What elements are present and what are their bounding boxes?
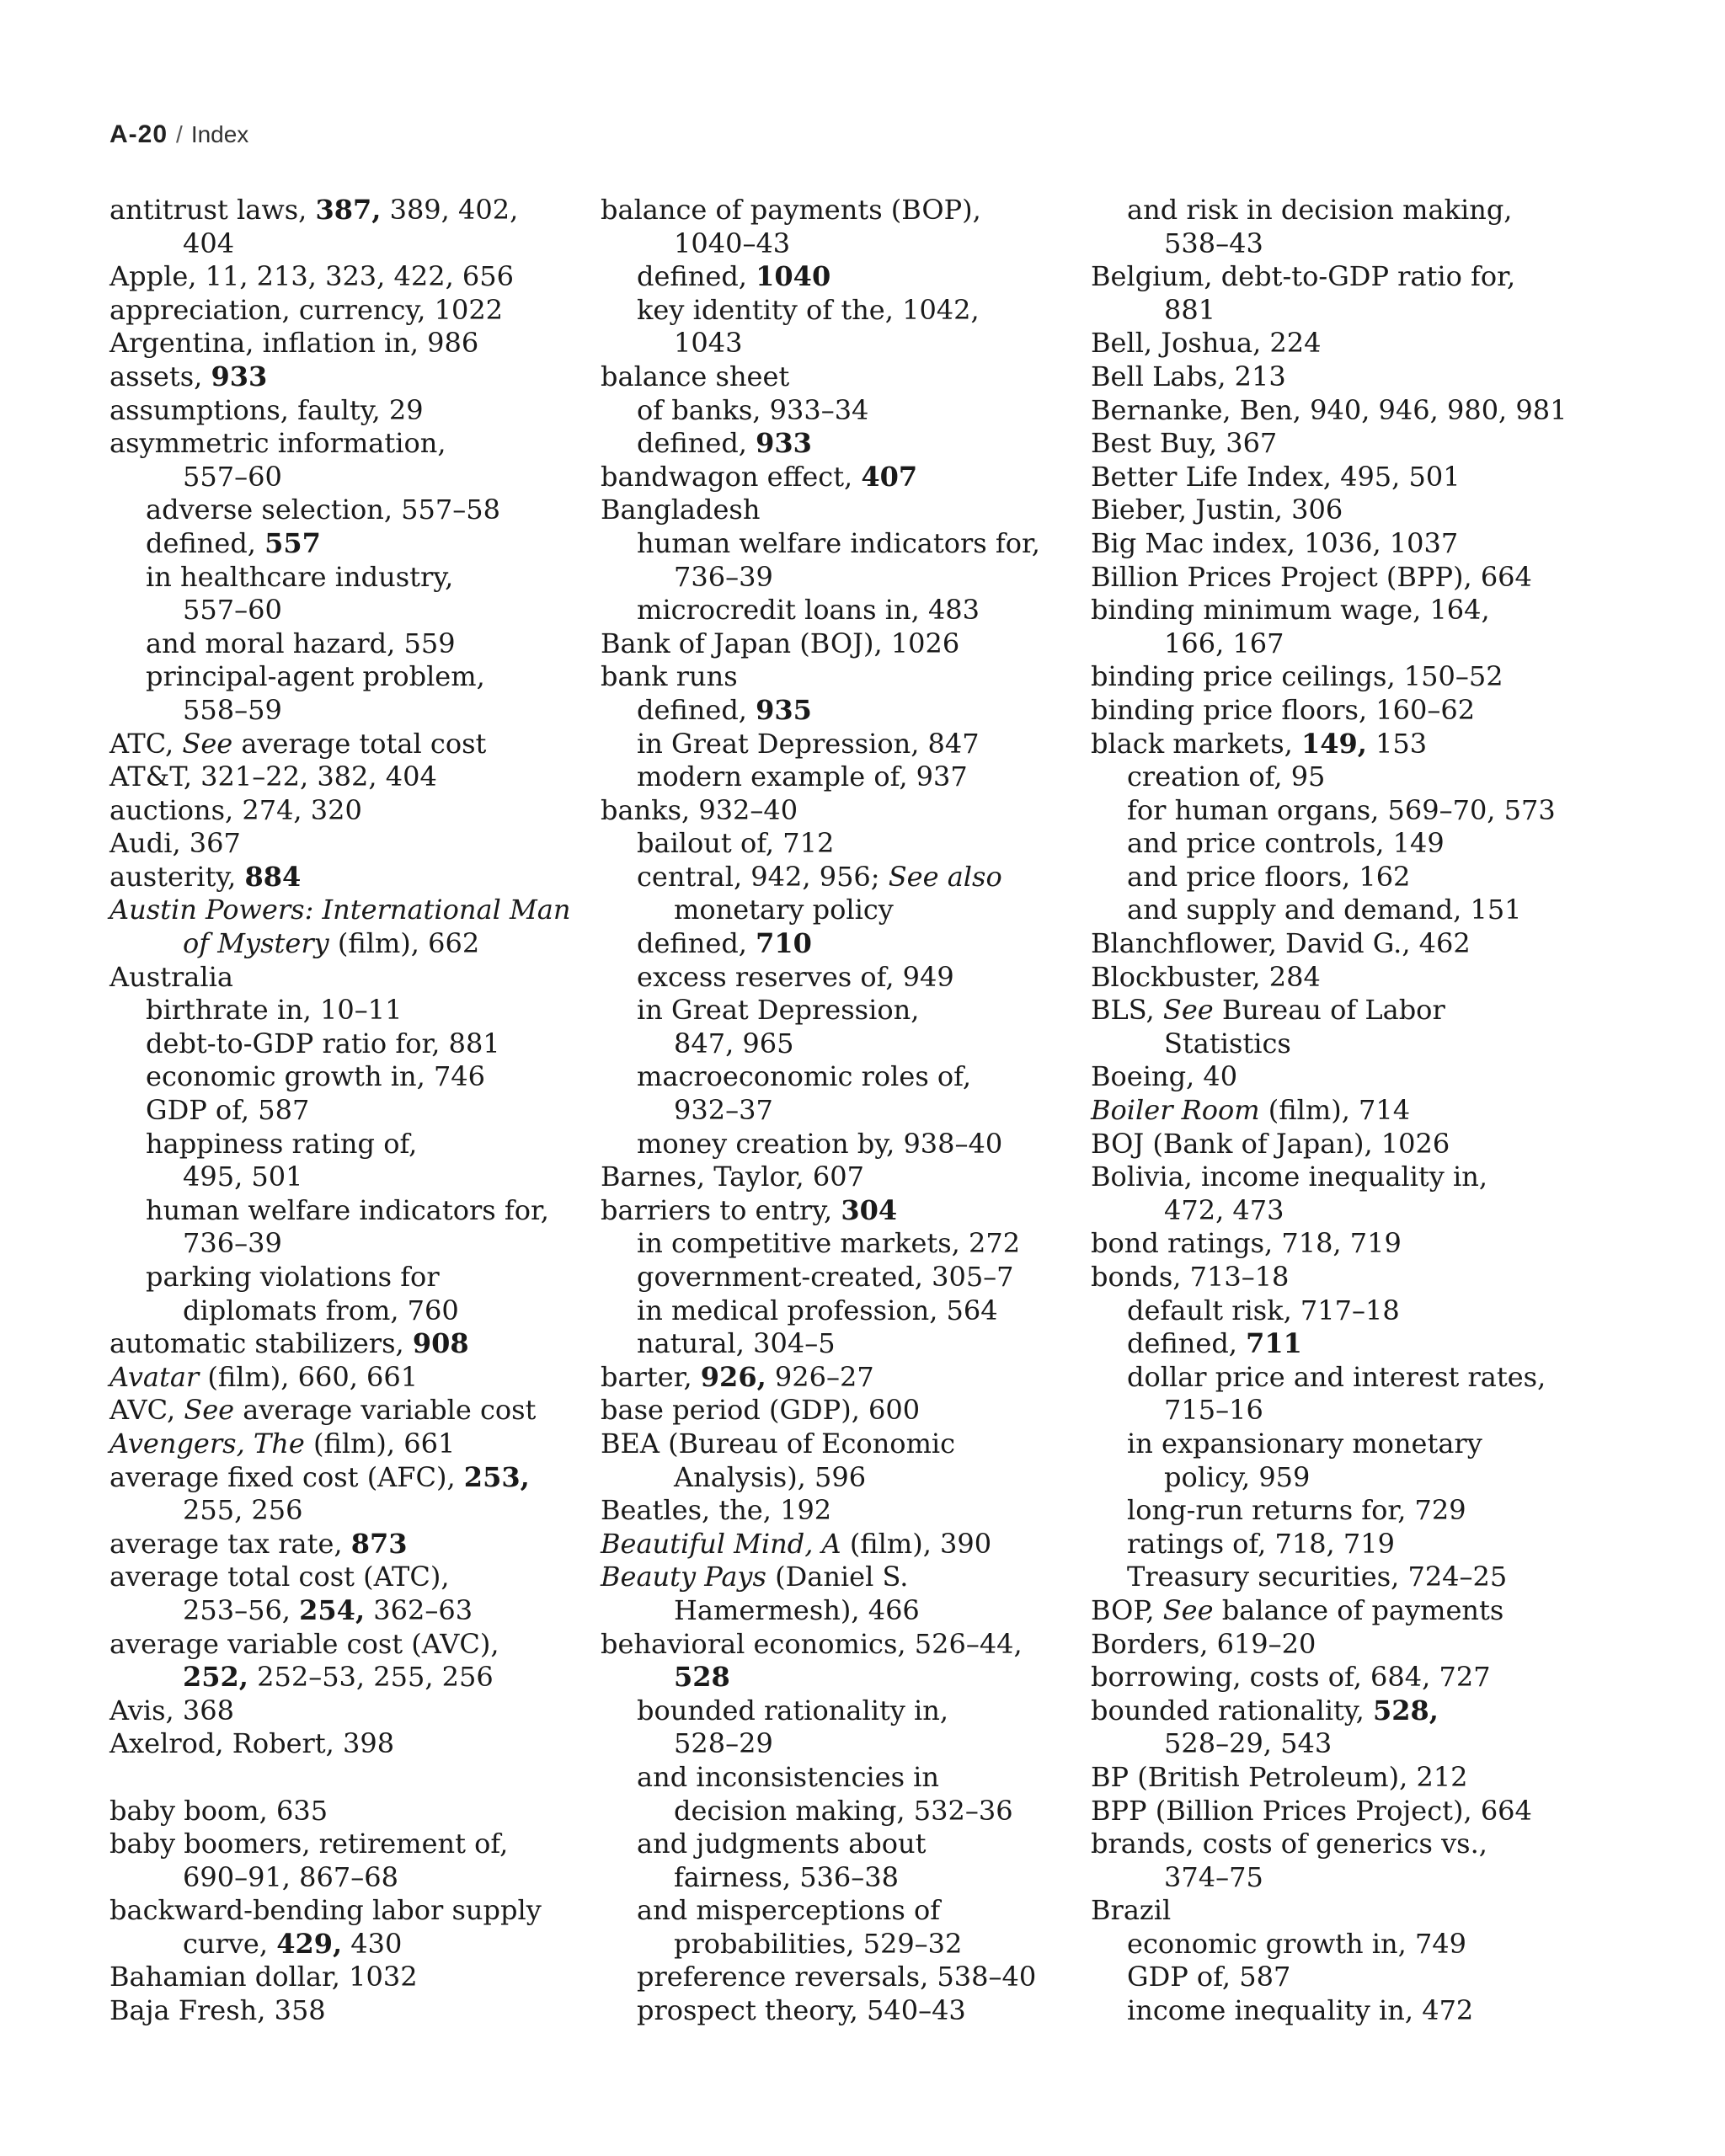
index-entry: Beatles, the, 192 <box>601 1494 832 1527</box>
index-entry-continuation: 374–75 <box>1164 1860 1263 1893</box>
index-entry: Australia <box>109 960 233 993</box>
index-column-2 <box>601 194 1072 2028</box>
index-subentry: ratings of, 718, 719 <box>1127 1527 1395 1560</box>
index-entry: assumptions, faulty, 29 <box>109 393 424 426</box>
index-subentry: dollar price and interest rates, <box>1127 1360 1546 1393</box>
index-entry: Avis, 368 <box>109 1694 234 1726</box>
index-subentry: money creation by, 938–40 <box>637 1127 1003 1160</box>
index-entry: binding price ceilings, 150–52 <box>1091 660 1503 693</box>
index-entry: auctions, 274, 320 <box>109 793 362 826</box>
index-entry: brands, costs of generics vs., <box>1091 1828 1487 1860</box>
index-subentry: defined, 710 <box>637 927 812 960</box>
index-entry: bond ratings, 718, 719 <box>1091 1227 1402 1260</box>
index-entry: austerity, 884 <box>109 860 302 893</box>
index-subentry: central, 942, 956; See also <box>637 860 1002 893</box>
index-entry-continuation: 1043 <box>674 327 743 360</box>
index-entry-continuation: 528 <box>674 1661 730 1694</box>
index-entry: asymmetric information, <box>109 427 446 460</box>
index-entry: average total cost (ATC), <box>109 1561 450 1593</box>
index-subentry: and inconsistencies in <box>637 1760 939 1793</box>
index-entry: banks, 932–40 <box>601 793 798 826</box>
index-entry-continuation: 495, 501 <box>183 1161 303 1193</box>
index-entry-continuation: 736–39 <box>674 560 773 593</box>
index-entry-continuation: 557–60 <box>183 460 282 493</box>
index-subentry: excess reserves of, 949 <box>637 960 954 993</box>
index-entry: Beautiful Mind, A (film), 390 <box>601 1527 992 1560</box>
index-subentry: economic growth in, 746 <box>146 1060 486 1093</box>
index-subentry: in Great Depression, <box>637 994 920 1027</box>
index-subentry: parking violations for <box>146 1261 440 1293</box>
index-subentry: in expansionary monetary <box>1127 1427 1482 1460</box>
index-entry: balance sheet <box>601 360 790 392</box>
index-entry: barter, 926, 926–27 <box>601 1360 874 1393</box>
index-entry: average tax rate, 873 <box>109 1527 408 1560</box>
index-subentry: and moral hazard, 559 <box>146 627 456 659</box>
index-entry-continuation: 715–16 <box>1164 1394 1263 1427</box>
page-header <box>109 120 248 157</box>
index-subentry: modern example of, 937 <box>637 760 968 793</box>
index-subentry: birthrate in, 10–11 <box>146 994 403 1027</box>
index-entry: BLS, See Bureau of Labor <box>1091 994 1445 1027</box>
index-subentry: microcredit loans in, 483 <box>637 594 980 627</box>
index-entry: bounded rationality, 528, <box>1091 1694 1439 1726</box>
index-entry-continuation: 736–39 <box>183 1227 282 1260</box>
index-entry-continuation: 1040–43 <box>674 227 791 259</box>
index-subentry: in Great Depression, 847 <box>637 727 980 760</box>
index-subentry: human welfare indicators for, <box>146 1193 549 1226</box>
index-entry: baby boom, 635 <box>109 1794 328 1827</box>
index-entry-continuation: curve, 429, 430 <box>183 1927 403 1960</box>
index-entry: Boiler Room (film), 714 <box>1091 1094 1411 1127</box>
index-entry: BOP, See balance of payments <box>1091 1593 1504 1626</box>
index-entry: Billion Prices Project (BPP), 664 <box>1091 560 1532 593</box>
index-subentry: human welfare indicators for, <box>637 526 1040 559</box>
index-subentry: Treasury securities, 724–25 <box>1127 1561 1508 1593</box>
index-entry-continuation: monetary policy <box>674 894 894 926</box>
index-subentry: in competitive markets, 272 <box>637 1227 1021 1260</box>
index-entry: Bieber, Justin, 306 <box>1091 494 1343 526</box>
index-entry: Best Buy, 367 <box>1091 427 1278 460</box>
index-subentry: debt-to-GDP ratio for, 881 <box>146 1027 500 1059</box>
index-subentry: defined, 557 <box>146 526 321 559</box>
index-entry: Audi, 367 <box>109 827 241 860</box>
index-entry: Beauty Pays (Daniel S. <box>601 1561 909 1593</box>
index-subentry: natural, 304–5 <box>637 1327 836 1360</box>
index-subentry: default risk, 717–18 <box>1127 1294 1400 1326</box>
index-entry: Belgium, debt-to-GDP ratio for, <box>1091 260 1516 293</box>
index-entry: black markets, 149, 153 <box>1091 727 1428 760</box>
index-entry: balance of payments (BOP), <box>601 194 981 226</box>
index-subentry: for human organs, 569–70, 573 <box>1127 793 1556 826</box>
index-entry: AVC, See average variable cost <box>109 1394 537 1427</box>
index-subentry: GDP of, 587 <box>146 1094 310 1127</box>
index-subentry: government-created, 305–7 <box>637 1261 1014 1293</box>
index-subentry: of banks, 933–34 <box>637 393 869 426</box>
index-subentry: preference reversals, 538–40 <box>637 1961 1037 1993</box>
index-entry-continuation: decision making, 532–36 <box>674 1794 1013 1827</box>
index-entry: Bernanke, Ben, 940, 946, 980, 981 <box>1091 393 1567 426</box>
index-entry-continuation: Statistics <box>1164 1027 1291 1059</box>
index-entry: backward-bending labor supply <box>109 1894 542 1927</box>
index-entry: Avatar (film), 660, 661 <box>109 1360 419 1393</box>
index-column-3 <box>1091 194 1567 2028</box>
index-entry: Blanchflower, David G., 462 <box>1091 927 1471 960</box>
index-entry-continuation: fairness, 536–38 <box>674 1860 899 1893</box>
index-entry-continuation: 690–91, 867–68 <box>183 1860 398 1893</box>
index-subentry: and misperceptions of <box>637 1894 941 1927</box>
index-entry: assets, 933 <box>109 360 268 392</box>
index-entry: borrowing, costs of, 684, 727 <box>1091 1661 1491 1694</box>
index-entry-continuation: Analysis), 596 <box>674 1460 867 1493</box>
index-entry: ATC, See average total cost <box>109 727 487 760</box>
index-subentry: and risk in decision making, <box>1127 194 1513 226</box>
index-subentry: and judgments about <box>637 1828 927 1860</box>
index-subentry: long-run returns for, 729 <box>1127 1494 1466 1527</box>
index-entry-continuation: 528–29, 543 <box>1164 1727 1332 1760</box>
index-entry-continuation: Hamermesh), 466 <box>674 1593 920 1626</box>
section-label: Index <box>190 121 249 147</box>
letter-group-gap <box>109 1761 581 1795</box>
index-entry: Argentina, inflation in, 986 <box>109 327 479 360</box>
index-entry: AT&T, 321–22, 382, 404 <box>109 760 437 793</box>
index-entry: barriers to entry, 304 <box>601 1193 898 1226</box>
index-entry-continuation: 528–29 <box>674 1727 773 1760</box>
index-entry-continuation: 255, 256 <box>183 1494 303 1527</box>
index-entry: Baja Fresh, 358 <box>109 1994 326 2027</box>
index-entry: BEA (Bureau of Economic <box>601 1427 956 1460</box>
index-entry-continuation: 253–56, 254, 362–63 <box>183 1593 473 1626</box>
index-entry: BP (British Petroleum), 212 <box>1091 1760 1468 1793</box>
index-entry: Borders, 619–20 <box>1091 1627 1316 1660</box>
index-entry: Blockbuster, 284 <box>1091 960 1321 993</box>
index-entry: Brazil <box>1091 1894 1172 1927</box>
index-subentry: income inequality in, 472 <box>1127 1994 1474 2027</box>
index-entry-continuation: 932–37 <box>674 1094 773 1127</box>
index-entry: bandwagon effect, 407 <box>601 460 918 493</box>
index-entry-continuation: 404 <box>183 227 235 259</box>
index-subentry: economic growth in, 749 <box>1127 1927 1467 1960</box>
index-entry: Barnes, Taylor, 607 <box>601 1161 864 1193</box>
index-entry: bank runs <box>601 660 738 693</box>
index-entry: Bell, Joshua, 224 <box>1091 327 1322 360</box>
index-entry: Avengers, The (film), 661 <box>109 1427 456 1460</box>
index-entry: Bahamian dollar, 1032 <box>109 1961 418 1993</box>
index-subentry: GDP of, 587 <box>1127 1961 1291 1993</box>
index-entry: binding price floors, 160–62 <box>1091 693 1476 726</box>
index-entry: BOJ (Bank of Japan), 1026 <box>1091 1127 1450 1160</box>
index-entry-continuation: 472, 473 <box>1164 1193 1284 1226</box>
index-entry-continuation: of Mystery (film), 662 <box>183 927 480 960</box>
index-entry: Bank of Japan (BOJ), 1026 <box>601 627 960 659</box>
index-subentry: defined, 933 <box>637 427 812 460</box>
index-subentry: bailout of, 712 <box>637 827 835 860</box>
index-subentry: prospect theory, 540–43 <box>637 1994 966 2027</box>
header-separator: / <box>176 121 183 147</box>
index-subentry: adverse selection, 557–58 <box>146 494 500 526</box>
index-entry: Bangladesh <box>601 494 761 526</box>
index-entry: behavioral economics, 526–44, <box>601 1627 1023 1660</box>
index-entry-continuation: 881 <box>1164 293 1216 326</box>
index-entry: bonds, 713–18 <box>1091 1261 1290 1293</box>
index-entry: Apple, 11, 213, 323, 422, 656 <box>109 260 514 293</box>
index-entry-continuation: 252, 252–53, 255, 256 <box>183 1661 494 1694</box>
index-entry: antitrust laws, 387, 389, 402, <box>109 194 519 226</box>
index-subentry: and price controls, 149 <box>1127 827 1445 860</box>
index-subentry: principal-agent problem, <box>146 660 485 693</box>
index-subentry: key identity of the, 1042, <box>637 293 980 326</box>
index-entry-continuation: 847, 965 <box>674 1027 794 1059</box>
index-subentry: defined, 1040 <box>637 260 831 293</box>
index-entry: appreciation, currency, 1022 <box>109 293 504 326</box>
index-entry: Big Mac index, 1036, 1037 <box>1091 526 1459 559</box>
index-entry: average variable cost (AVC), <box>109 1627 499 1660</box>
index-entry-continuation: 557–60 <box>183 594 282 627</box>
index-entry: Bolivia, income inequality in, <box>1091 1161 1488 1193</box>
index-entry: binding minimum wage, 164, <box>1091 594 1490 627</box>
index-entry: Austin Powers: International Man <box>109 894 571 926</box>
index-subentry: in medical profession, 564 <box>637 1294 998 1326</box>
index-entry-continuation: probabilities, 529–32 <box>674 1927 963 1960</box>
index-entry: automatic stabilizers, 908 <box>109 1327 469 1360</box>
index-subentry: and supply and demand, 151 <box>1127 894 1522 926</box>
index-subentry: macroeconomic roles of, <box>637 1060 972 1093</box>
index-subentry: and price floors, 162 <box>1127 860 1411 893</box>
index-subentry: in healthcare industry, <box>146 560 454 593</box>
index-subentry: creation of, 95 <box>1127 760 1326 793</box>
index-subentry: defined, 935 <box>637 693 812 726</box>
index-subentry: bounded rationality in, <box>637 1694 949 1726</box>
index-entry: average fixed cost (AFC), 253, <box>109 1460 530 1493</box>
index-entry-continuation: policy, 959 <box>1164 1460 1311 1493</box>
index-entry-continuation: 538–43 <box>1164 227 1263 259</box>
index-column-1 <box>109 194 581 2028</box>
index-entry: Axelrod, Robert, 398 <box>109 1727 395 1760</box>
index-entry: Bell Labs, 213 <box>1091 360 1286 392</box>
index-entry: base period (GDP), 600 <box>601 1394 921 1427</box>
index-entry-continuation: diplomats from, 760 <box>183 1294 459 1326</box>
index-subentry: happiness rating of, <box>146 1127 418 1160</box>
page-number: A-20 <box>109 120 168 148</box>
index-entry: baby boomers, retirement of, <box>109 1828 509 1860</box>
index-entry-continuation: 558–59 <box>183 693 282 726</box>
index-entry-continuation: 166, 167 <box>1164 627 1284 659</box>
index-entry: BPP (Billion Prices Project), 664 <box>1091 1794 1532 1827</box>
index-entry: Better Life Index, 495, 501 <box>1091 460 1461 493</box>
index-subentry: defined, 711 <box>1127 1327 1302 1360</box>
index-entry: Boeing, 40 <box>1091 1060 1238 1093</box>
